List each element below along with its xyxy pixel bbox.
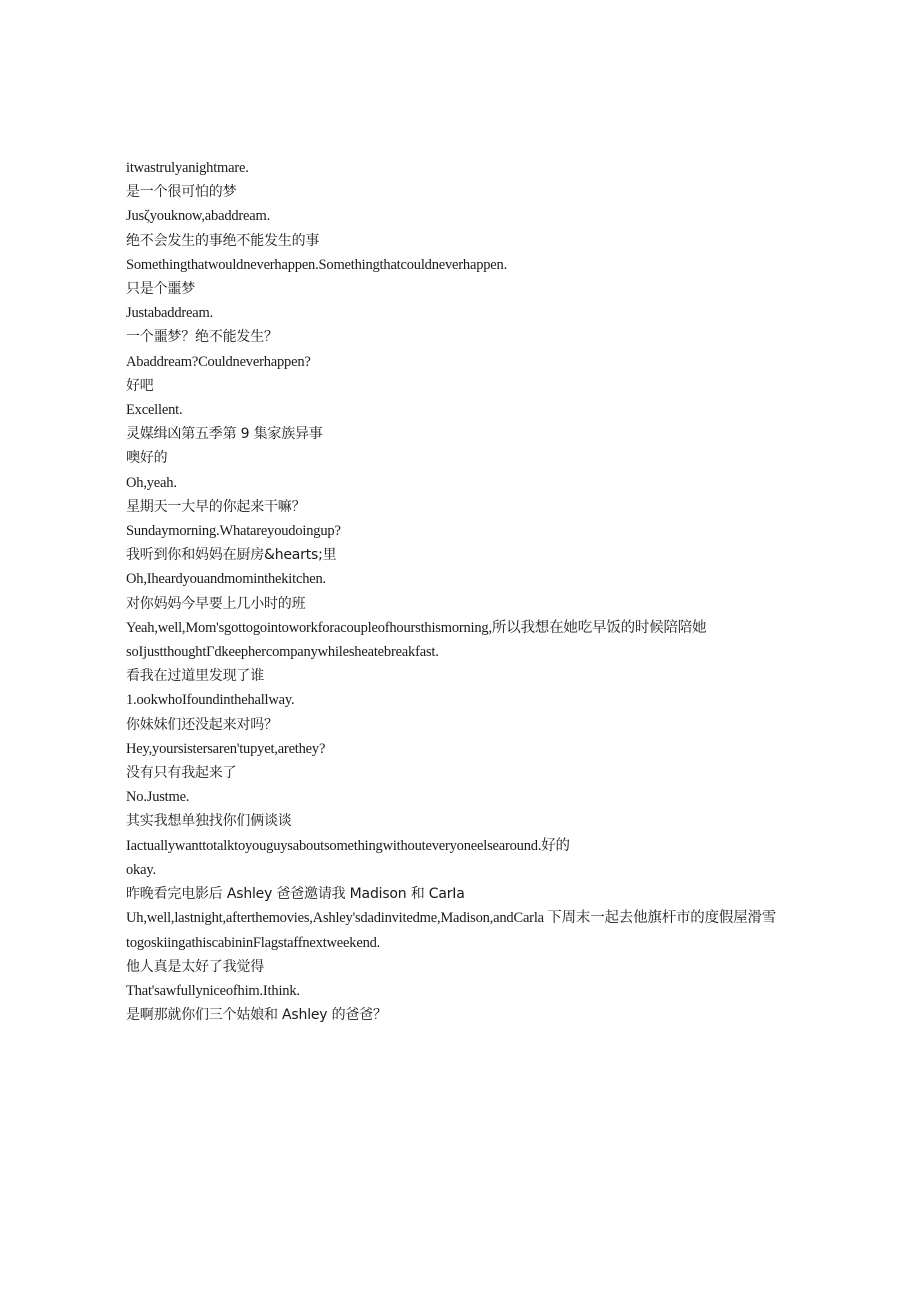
subtitle-line-chinese: 你妹妹们还没起来对吗？ [126, 716, 278, 733]
subtitle-line-chinese: 好吧 [126, 377, 154, 394]
subtitle-line-english: Oh,Iheardyouandmominthekitchen. [126, 571, 326, 588]
subtitle-line-chinese: 一个噩梦？绝不能发生？ [126, 329, 278, 346]
subtitle-line-chinese: 星期天一大早的你起来干嘛？ [126, 498, 306, 515]
subtitle-line-english: That'sawfullyniceofhim.Ithink. [126, 982, 300, 999]
subtitle-line-english: Excellent. [126, 402, 183, 419]
subtitle-line-english: Justabaddream. [126, 305, 213, 322]
subtitle-line-english: No.Justme. [126, 789, 190, 806]
subtitle-line-chinese: 是啊那就你们三个姑娘和 Ashley 的爸爸？ [126, 1007, 387, 1024]
subtitle-line-english: togoskiingathiscabininFlagstaffnextweekend. [126, 934, 381, 951]
subtitle-line-english: Abaddream?Couldneverhappen? [126, 353, 311, 370]
subtitle-line-chinese: 灵媒缉凶第五季第 9 集家族异事 [126, 426, 323, 443]
subtitle-line-chinese: 我听到你和妈妈在厨房&hearts;里 [126, 547, 337, 564]
subtitle-line-chinese: 对你妈妈今早要上几小时的班 [126, 595, 306, 612]
subtitle-line-english: Sundaymorning.Whatareyoudoingup? [126, 523, 341, 540]
subtitle-line-chinese: 昨晚看完电影后 Ashley 爸爸邀请我 Madison 和 CarIa [126, 886, 465, 903]
subtitle-line-chinese: 绝不会发生的事绝不能发生的事 [126, 232, 320, 249]
subtitle-line-english: Yeah,well,Mom'sgottogointoworkforacoupleofhoursthismorning,所以我想在她吃早饭的时候陪陪她 [126, 619, 707, 636]
subtitle-line-chinese: 没有只有我起来了 [126, 765, 237, 782]
subtitle-line-english: Iactuallywanttotalktoyouguysaboutsomethingwithouteveryoneelsearound.好的 [126, 837, 570, 854]
subtitle-line-english: 1.ookwhoIfoundinthehallway. [126, 692, 295, 709]
subtitle-line-english: okay. [126, 861, 156, 878]
subtitle-line-chinese: 只是个噩梦 [126, 281, 195, 298]
subtitle-line-chinese: 噢好的 [126, 450, 168, 467]
subtitle-line-chinese: 看我在过道里发现了谁 [126, 668, 264, 685]
subtitle-line-english: Uh,well,lastnight,afterthemovies,Ashley'sdadinvitedme,Madison,andCarla 下周末一起去他旗杆市的度假屋滑雪 [126, 910, 777, 927]
subtitle-line-english: Hey,yoursistersaren'tupyet,arethey? [126, 740, 326, 757]
document-page [126, 156, 786, 1027]
subtitle-line-chinese: 他人真是太好了我觉得 [126, 958, 264, 975]
subtitle-line-english: soIjustthoughtΓdkeephercompanywhilesheatebreakfast. [126, 644, 439, 661]
subtitle-line-chinese: 其实我想单独找你们俩谈谈 [126, 813, 292, 830]
subtitle-line-english: Somethingthatwouldneverhappen.Somethingthatcouldneverhappen. [126, 256, 508, 273]
subtitle-line-chinese: 是一个很可怕的梦 [126, 184, 237, 201]
subtitle-line-english: itwastrulyanightmare. [126, 160, 249, 176]
subtitle-line-english: Oh,yeah. [126, 474, 177, 491]
subtitle-line-english: Jusζyouknow,abaddream. [126, 208, 271, 225]
